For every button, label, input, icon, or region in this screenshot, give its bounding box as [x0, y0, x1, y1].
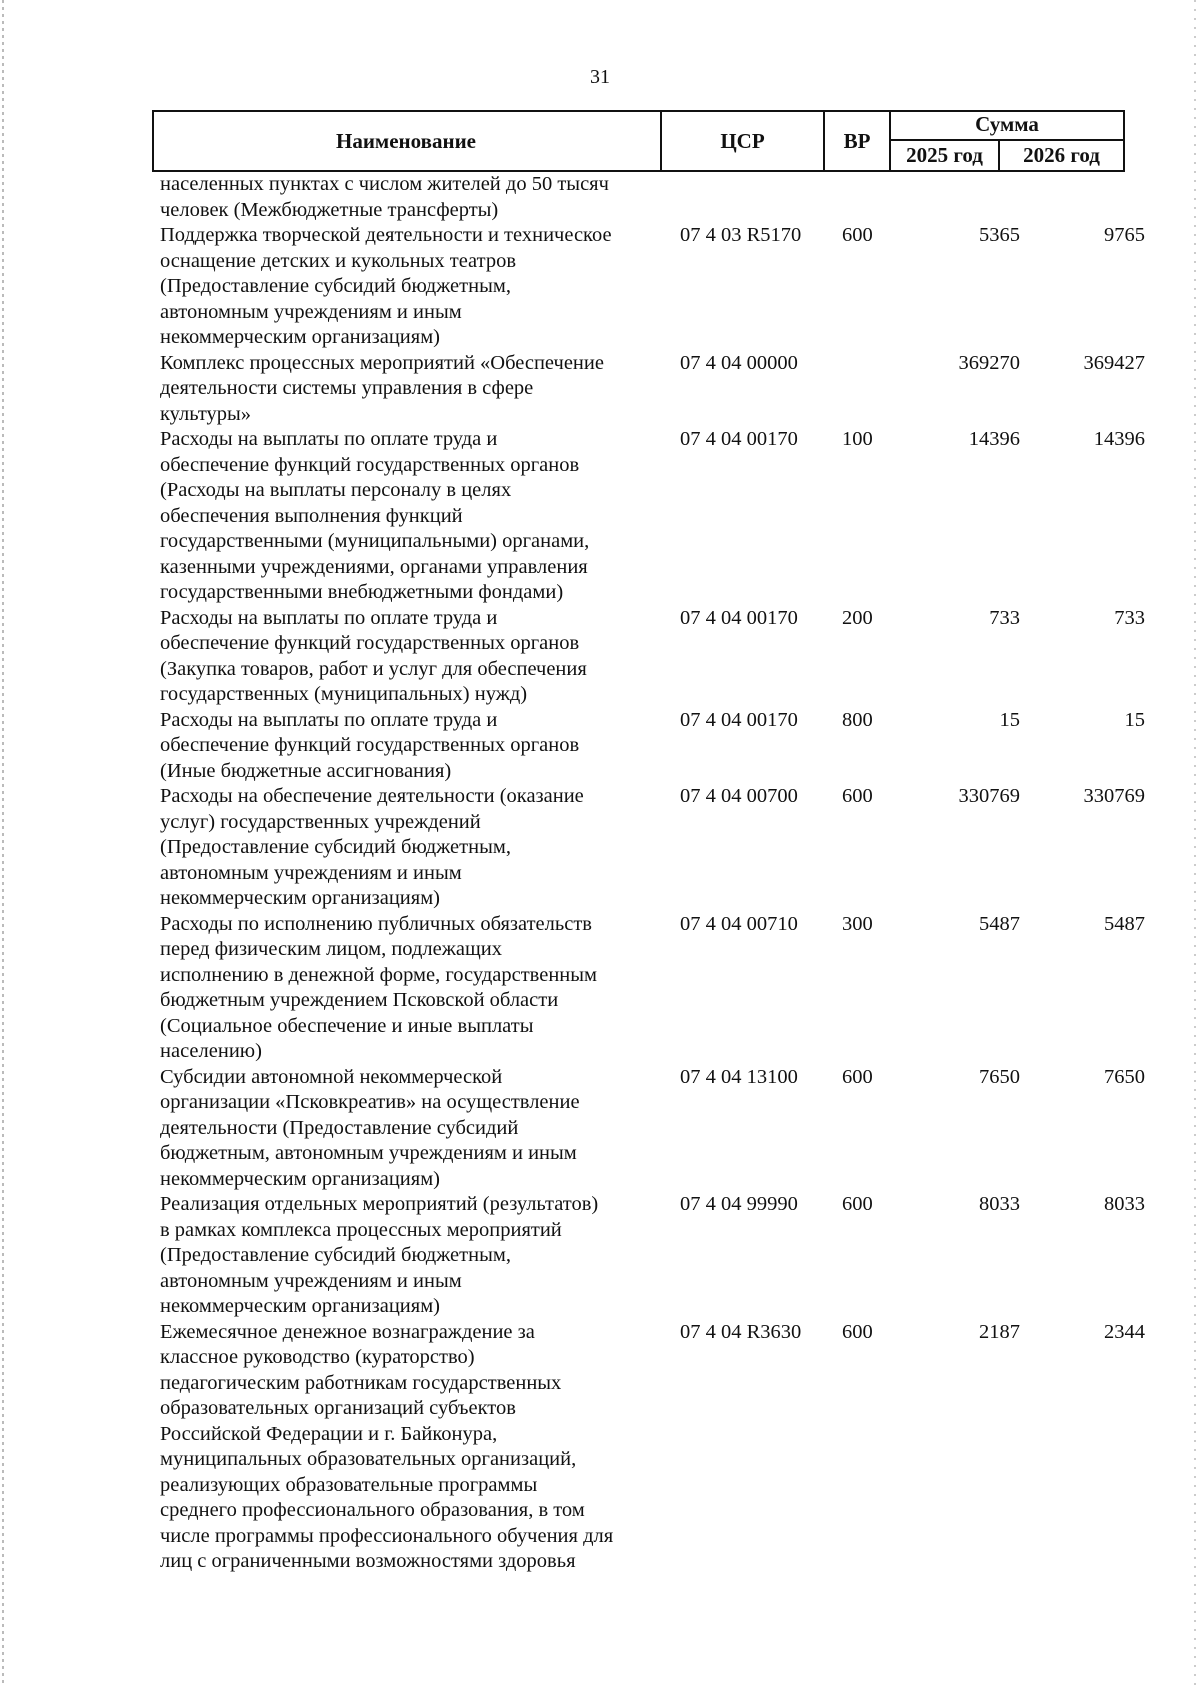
- row-name: [160, 606, 665, 708]
- row-sum-2026: 14396: [1093, 428, 1145, 450]
- row-name-line: перед физическим лицом, подлежащих: [160, 938, 502, 960]
- row-csr: 07 4 04 00700: [680, 785, 798, 807]
- row-name-line: некоммерческим организациям): [160, 1167, 440, 1190]
- row-name-line: Расходы на выплаты по оплате труда и: [160, 428, 498, 450]
- row-name-line: государственными (муниципальными) органами,: [160, 530, 590, 552]
- row-name-line: человек (Межбюджетные трансферты): [160, 198, 499, 221]
- row-name-line: некоммерческим организациям): [160, 326, 440, 348]
- row-name-line: некоммерческим организациям): [160, 1295, 440, 1317]
- row-name-line: (Расходы на выплаты персоналу в целях: [160, 479, 512, 501]
- row-name-line: автономным учреждениям и иным: [160, 300, 462, 323]
- header-csr: ЦСР: [720, 128, 765, 153]
- table-row: [160, 427, 1145, 606]
- table-row: [160, 708, 1145, 785]
- row-vr: 100: [842, 428, 873, 450]
- row-sum-2025: 330769: [958, 785, 1020, 807]
- table-row: [160, 912, 1145, 1065]
- row-csr: 07 4 04 00170: [680, 606, 798, 629]
- row-name-line: Ежемесячное денежное вознаграждение за: [160, 1320, 535, 1343]
- row-sum-2025: 15: [999, 708, 1020, 731]
- row-name-line: (Предоставление субсидий бюджетным,: [160, 836, 511, 858]
- scan-edge-right: [1194, 0, 1196, 1686]
- row-name-line: оснащение детских и кукольных театров: [160, 249, 516, 272]
- table-row: [160, 172, 1125, 223]
- row-name: [160, 912, 665, 1065]
- row-csr: 07 4 03 R5170: [680, 224, 802, 246]
- row-name-line: автономным учреждениям и иным: [160, 861, 462, 884]
- table-row: [160, 1192, 1145, 1320]
- row-name-line: реализующих образовательные программы: [160, 1473, 538, 1496]
- row-name-line: среднего профессионального образования, в том: [160, 1499, 585, 1521]
- row-name-line: Поддержка творческой деятельности и техническое: [160, 224, 612, 246]
- row-name-line: Расходы на выплаты по оплате труда и: [160, 708, 498, 731]
- header-year-2026: 2026 год: [1023, 143, 1100, 167]
- row-csr: 07 4 04 00170: [680, 708, 798, 731]
- header-vr: ВР: [843, 128, 871, 153]
- row-name: [160, 1320, 665, 1575]
- table-row: [160, 606, 1145, 708]
- row-vr: 600: [842, 785, 873, 807]
- row-sum-2026: 15: [1124, 708, 1145, 731]
- row-name-line: обеспечение функций государственных органов: [160, 453, 580, 476]
- row-sum-2026: 2344: [1104, 1320, 1145, 1343]
- row-name-line: образовательных организаций субъектов: [160, 1397, 516, 1419]
- row-vr: 600: [842, 1193, 873, 1215]
- row-name-line: Расходы на выплаты по оплате труда и: [160, 606, 498, 629]
- table-row: [160, 351, 1145, 428]
- row-sum-2025: 369270: [958, 351, 1020, 374]
- row-name-line: Субсидии автономной некоммерческой: [160, 1065, 503, 1088]
- row-name-line: лиц с ограниченными возможностями здоровья: [160, 1550, 576, 1572]
- header-right-border: [1123, 110, 1125, 172]
- row-name-line: классное руководство (кураторство): [160, 1346, 475, 1368]
- table-row: [160, 1320, 1145, 1575]
- row-csr: 07 4 04 00170: [680, 428, 798, 450]
- row-name-line: (Иные бюджетные ассигнования): [160, 759, 452, 782]
- row-vr: 300: [842, 912, 873, 935]
- row-name: [160, 708, 665, 785]
- row-vr: 800: [842, 708, 873, 731]
- header-name: Наименование: [336, 128, 476, 153]
- row-name-line: (Предоставление субсидий бюджетным,: [160, 1244, 511, 1266]
- row-csr: 07 4 04 00710: [680, 912, 798, 935]
- row-sum-2025: 733: [989, 606, 1020, 629]
- row-sum-2026: 5487: [1104, 912, 1145, 935]
- row-csr: 07 4 04 00000: [680, 351, 798, 374]
- row-name-line: Расходы на обеспечение деятельности (оказание: [160, 785, 584, 807]
- row-sum-2025: 7650: [979, 1065, 1020, 1088]
- row-name-line: деятельности системы управления в сфере: [160, 377, 534, 399]
- row-name-line: государственными внебюджетными фондами): [160, 581, 564, 603]
- row-name: [160, 784, 665, 912]
- row-sum-2025: 14396: [968, 428, 1020, 450]
- row-name-line: населенных пунктах с числом жителей до 50 тысяч: [160, 173, 609, 195]
- row-name-line: культуры»: [160, 402, 252, 425]
- row-name-line: Комплекс процессных мероприятий «Обеспечение: [160, 351, 604, 374]
- row-name-line: организации «Псковкреатив» на осуществление: [160, 1091, 580, 1113]
- row-name-line: бюджетным учреждением Псковской области: [160, 989, 559, 1011]
- row-sum-2025: 5365: [979, 224, 1020, 246]
- row-name-line: педагогическим работникам государственных: [160, 1371, 562, 1394]
- row-name-line: автономным учреждениям и иным: [160, 1269, 462, 1292]
- row-name-line: населению): [160, 1040, 262, 1062]
- row-name-line: деятельности (Предоставление субсидий: [160, 1116, 519, 1139]
- row-name-line: муниципальных образовательных организаций,: [160, 1448, 577, 1470]
- header-year-2025: 2025 год: [906, 143, 983, 167]
- row-name: [160, 351, 665, 428]
- page-number: 31: [590, 66, 610, 88]
- row-csr: 07 4 04 13100: [680, 1065, 798, 1088]
- scan-edge-left: [2, 0, 4, 1686]
- row-name-line: государственных (муниципальных) нужд): [160, 683, 528, 705]
- row-name-line: услуг) государственных учреждений: [160, 810, 481, 833]
- row-name-line: Расходы по исполнению публичных обязательств: [160, 912, 592, 935]
- row-name: [160, 427, 665, 606]
- row-name-line: в рамках комплекса процессных мероприятий: [160, 1218, 562, 1241]
- row-name-line: казенными учреждениями, органами управления: [160, 555, 588, 578]
- table-body: [160, 172, 1145, 1575]
- row-name-line: некоммерческим организациям): [160, 887, 440, 909]
- row-vr: 600: [842, 1320, 873, 1343]
- row-sum-2026: 8033: [1104, 1193, 1145, 1215]
- row-name-line: числе программы профессионального обучения для: [160, 1524, 614, 1547]
- header-sum: Сумма: [975, 112, 1039, 136]
- row-name: [160, 223, 665, 351]
- row-sum-2026: 733: [1114, 606, 1145, 629]
- row-sum-2026: 330769: [1083, 785, 1145, 807]
- row-sum-2025: 2187: [979, 1320, 1020, 1343]
- row-name-line: (Предоставление субсидий бюджетным,: [160, 275, 511, 297]
- row-sum-2026: 369427: [1083, 351, 1145, 374]
- row-vr: 600: [842, 1065, 873, 1088]
- row-name-line: обеспечение функций государственных органов: [160, 734, 580, 756]
- row-name-line: (Социальное обеспечение и иные выплаты: [160, 1014, 534, 1037]
- row-name-line: Реализация отдельных мероприятий (результатов): [160, 1193, 599, 1215]
- row-name: [160, 1065, 665, 1193]
- row-csr: 07 4 04 99990: [680, 1193, 798, 1215]
- row-name: [160, 1192, 665, 1320]
- row-sum-2025: 5487: [979, 912, 1020, 935]
- row-name-line: (Закупка товаров, работ и услуг для обеспечения: [160, 657, 587, 680]
- row-name-line: обеспечения выполнения функций: [160, 504, 463, 527]
- row-vr: 200: [842, 606, 873, 629]
- row-name: [160, 172, 665, 223]
- row-csr: 07 4 04 R3630: [680, 1320, 802, 1343]
- table-row: [160, 784, 1145, 912]
- row-name-line: бюджетным, автономным учреждениям и иным: [160, 1142, 577, 1164]
- row-name-line: исполнению в денежной форме, государственным: [160, 963, 598, 986]
- table-row: [160, 1065, 1145, 1193]
- row-vr: 600: [842, 224, 873, 246]
- row-sum-2026: 9765: [1104, 224, 1145, 246]
- table-header: [152, 110, 1125, 172]
- table-row: [160, 223, 1145, 351]
- row-name-line: Российской Федерации и г. Байконура,: [160, 1422, 498, 1445]
- row-name-line: обеспечение функций государственных органов: [160, 632, 580, 654]
- row-sum-2026: 7650: [1104, 1065, 1145, 1088]
- row-sum-2025: 8033: [979, 1193, 1020, 1215]
